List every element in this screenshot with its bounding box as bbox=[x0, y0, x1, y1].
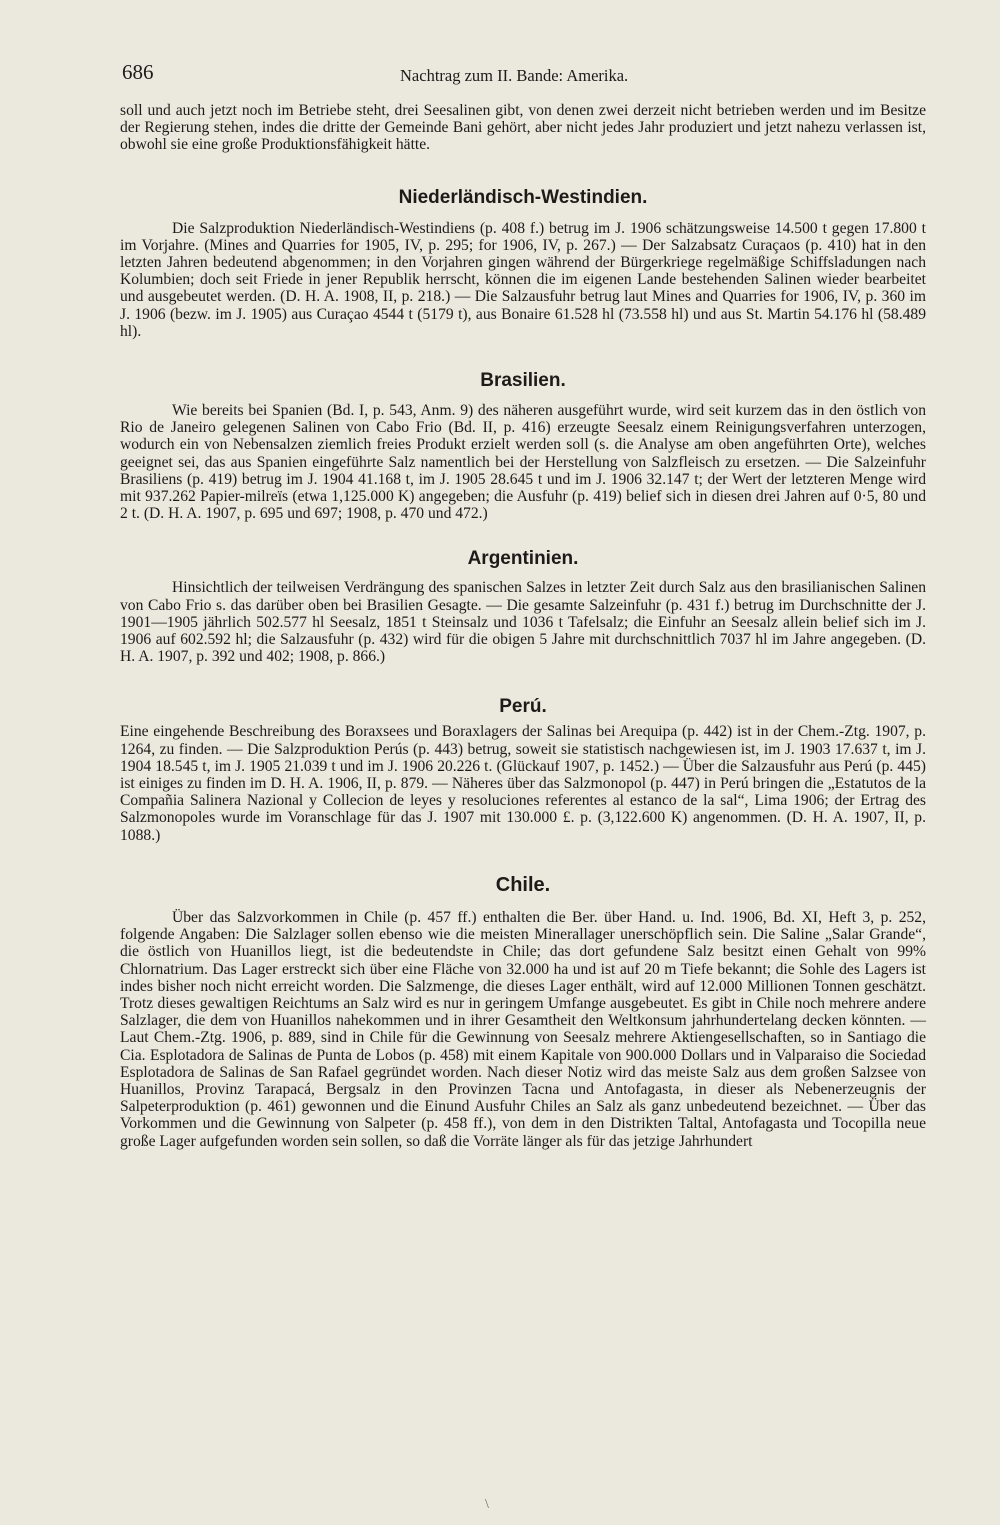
paragraph-brasilien: Wie bereits bei Spanien (Bd. I, p. 543, Anm. 9) des näheren ausgeführt wurde, wird seit kurzem das in den östlich von Rio de Janeiro gelegenen Salinen von Cabo Frio (Bd. II, p. 416) erzeugte Seesalz einem Reinigungsverfahren unterzogen, wodurch ein von Nebensalzen ziemlich freies Produkt erzielt werden soll (s. die Analyse am oben angeführten Orte), welches geeignet sei, das aus Spanien eingeführte Salz namentlich bei der Herstellung von Salzfleisch zu ersetzen. — Die Salzeinfuhr Brasiliens (p. 419) betrug im J. 1904 41.168 t, im J. 1905 28.645 t und im J. 1906 32.147 t; der Wert der letzteren Menge wird mit 937.262 Papier-milreïs (etwa 1,125.000 K) angegeben; die Ausfuhr (p. 419) belief sich in diesen drei Jahren auf 0·5, 80 und 2 t. (D. H. A. 1907, p. 695 und 697; 1908, p. 470 und 472.) bbox=[120, 402, 926, 523]
section-heading-brasilien: Brasilien. bbox=[480, 370, 566, 392]
paragraph-peru: Eine eingehende Beschreibung des Boraxsees und Boraxlagers der Salinas bei Arequipa (p. 442) ist in der Chem.-Ztg. 1907, p. 1264, zu finden. — Die Salzproduktion Perús (p. 443) betrug, soweit sie statistisch nachgewiesen ist, im J. 1903 17.637 t, im J. 1904 18.545 t, im J. 1905 21.039 t und im J. 1906 20.226 t. (Glückauf 1907, p. 1452.) — Über die Salzausfuhr aus Perú (p. 445) ist einiges zu finden im D. H. A. 1906, II, p. 879. — Näheres über das Salzmonopol (p. 447) in Perú bringen die „Estatutos de la Compañia Salinera Nazional y Collecion de leyes y resoluciones referentes al estanco de la sal“, Lima 1906; der Ertrag des Salzmonopoles wurde im Voranschlage für das J. 1907 mit 130.000 £. p. (3,122.600 K) angenommen. (D. H. A. 1907, II, p. 1088.) bbox=[120, 723, 926, 844]
continuation-paragraph: soll und auch jetzt noch im Betriebe steht, drei Seesalinen gibt, von denen zwei derzeit nicht betrieben werden und im Besitze der Regierung stehen, indes die dritte der Gemeinde Bani gehört, aber nicht jedes Jahr produziert und jetzt nahezu verlassen ist, obwohl sie eine große Produktionsfähigkeit hätte. bbox=[120, 102, 926, 154]
body-text bbox=[120, 100, 926, 1150]
page-number: 686 bbox=[122, 60, 154, 84]
running-head bbox=[122, 60, 922, 90]
section-heading-argentinien: Argentinien. bbox=[467, 548, 579, 570]
section-heading-chile: Chile. bbox=[495, 873, 551, 896]
section-heading-niederlaendisch-westindien: Niederländisch-Westindien. bbox=[398, 186, 648, 208]
paragraph-niederlaendisch-westindien: Die Salzproduktion Niederländisch-Westindiens (p. 408 f.) betrug im J. 1906 schätzungsweise 14.500 t gegen 17.800 t im Vorjahre. (Mines and Quarries for 1905, IV, p. 295; for 1906, IV, p. 267.) — Der Salzabsatz Curaçaos (p. 410) hat in den letzten Jahren bedeutend abgenommen; in den Vorjahren gingen während der Bürgerkriege regelmäßige Schiffsladungen nach Kolumbien; doch seit Friede in jener Republik herrscht, können die im eigenen Lande bestehenden Salinen wieder bearbeitet und ausgebeutet werden. (D. H. A. 1908, II, p. 218.) — Die Salzausfuhr betrug laut Mines and Quarries for 1906, IV, p. 360 im J. 1906 (bezw. im J. 1905) aus Curaçao 4544 t (5179 t), aus Bonaire 61.528 hl (73.558 hl) und aus St. Martin 54.176 hl (58.489 hl). bbox=[120, 219, 926, 340]
paragraph-argentinien: Hinsichtlich der teilweisen Verdrängung des spanischen Salzes in letzter Zeit durch Salz aus den brasilianischen Salinen von Cabo Frio s. das darüber oben bei Brasilien Gesagte. — Die gesamte Salzeinfuhr (p. 431 f.) betrug im Durchschnitte der J. 1901—1905 jährlich 502.577 hl Seesalz, 1851 t Steinsalz und 1036 t Tafelsalz; die Einfuhr an Seesalz allein belief sich im J. 1906 auf 602.592 hl; die Salzausfuhr (p. 432) wird für die obigen 5 Jahre mit durchschnittlich 7037 hl im Jahre angegeben. (D. H. A. 1907, p. 392 und 402; 1908, p. 866.) bbox=[120, 579, 926, 666]
running-title: Nachtrag zum II. Bande: Amerika. bbox=[400, 66, 629, 85]
page-mark: \ bbox=[485, 1497, 489, 1512]
paragraph-chile: Über das Salzvorkommen in Chile (p. 457 ff.) enthalten die Ber. über Hand. u. Ind. 1906, Bd. XI, Heft 3, p. 252, folgende Angaben: Die Salzlager sollen ebenso wie die meisten Minerallager unerschöpflich sein. Die Saline „Salar Grande“, die östlich von Huanillos liegt, ist die bedeutendste in Chile; das dort gefundene Salz besitzt einen Gehalt von 99% Chlornatrium. Das Lager erstreckt sich über eine Fläche von 32.000 ha und ist auf 20 m Tiefe bekannt; die Sohle des Lagers ist indes bisher noch nicht erreicht worden. Die Salzmenge, die dieses Lager enthält, wird auf 12.000 Millionen Tonnen geschätzt. Trotz dieses gewaltigen Reichtums an Salz wird es nur in geringem Umfange ausgebeutet. Es gibt in Chile noch mehrere andere Salzlager, die dem von Huanillos nahekommen und in ihrer Gesamtheit den Weltkonsum jahrhundertelang decken könnten. — Laut Chem.-Ztg. 1906, p. 889, sind in Chile für die Gewinnung von Seesalz mehrere Aktiengesellschaften, so in Santiago die Cia. Esplotadora de Salinas de Punta de Lobos (p. 458) mit einem Kapitale von 900.000 Dollars und in Valparaiso die Sociedad Esplotadora de Salinas de San Rafael gegründet worden. Nach dieser Notiz wird das meiste Salz aus dem großen Salzsee von Huanillos, Provinz Tarapacá, Bergsalz in den Provinzen Tacna und Antofagasta, in dieser als Nebenerzeugnis der Salpeterproduktion (p. 461) gewonnen und die Einund Ausfuhr Chiles an Salz als ganz unbedeutend bezeichnet. — Über das Vorkommen und die Gewinnung von Salpeter (p. 458 ff.), von dem in den Distrikten Taltal, Antofagasta und Tocopilla neue große Lager aufgefunden worden sein sollen, so daß die Vorräte länger als für das jetzige Jahrhundert bbox=[120, 908, 926, 1150]
section-heading-peru: Perú. bbox=[499, 696, 547, 718]
